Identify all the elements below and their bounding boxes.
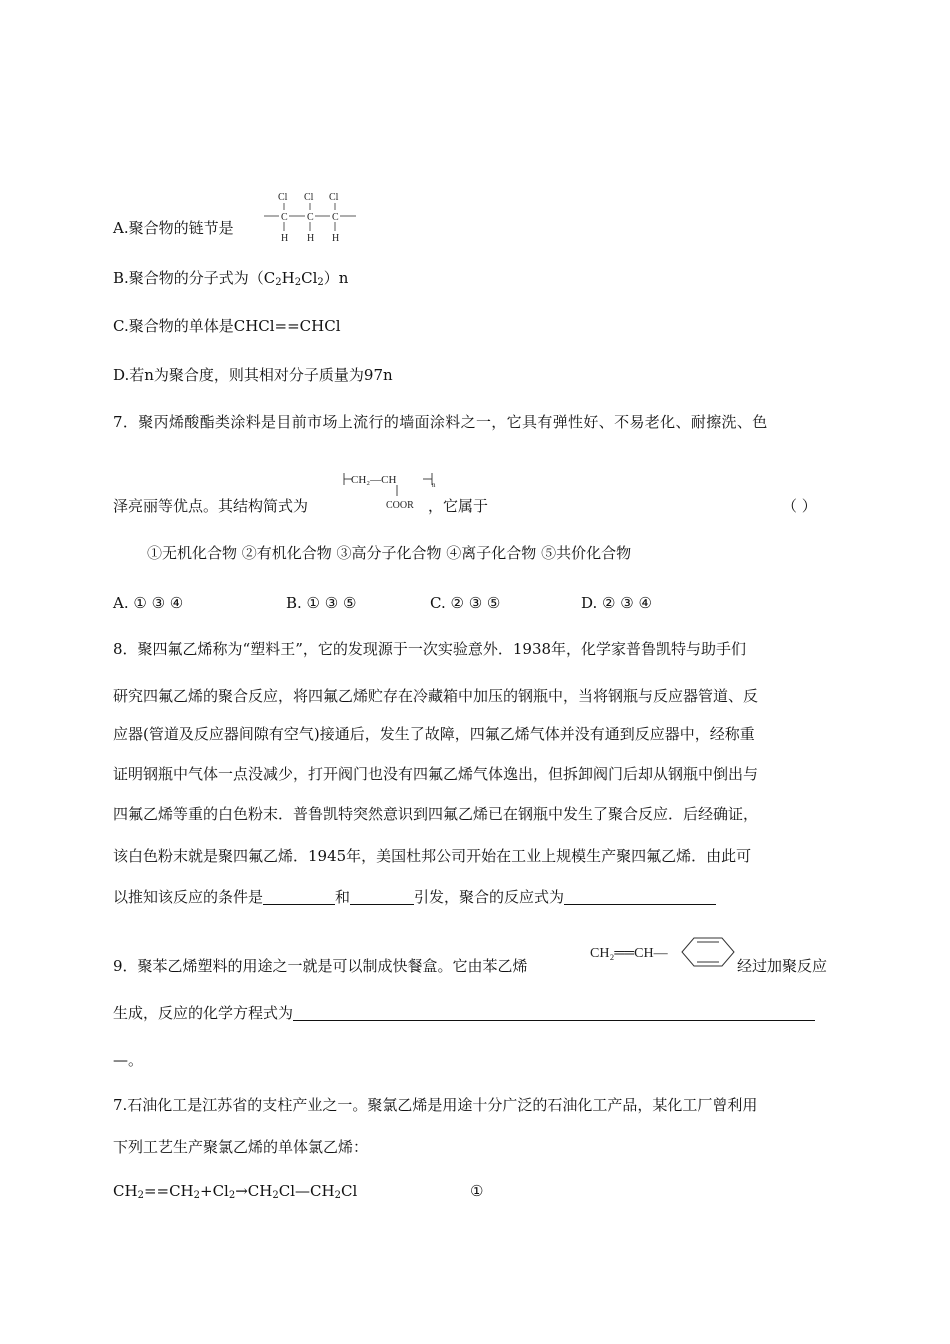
q8-line7: 以推知该反应的条件是 和 引发，聚合的反应式为 xyxy=(113,887,716,907)
chain-c-3: C xyxy=(332,212,339,223)
chain-cl-3: Cl xyxy=(329,192,339,203)
blank-condition-2[interactable] xyxy=(350,888,414,905)
q10-line1: 7.石油化工是江苏省的支柱产业之一。聚氯乙烯是用途十分广泛的石油化工产品，某化工厂曾利用 xyxy=(113,1096,758,1114)
q8-line1: 8．聚四氟乙烯称为“塑料王”，它的发现源于一次实验意外．1938年，化学家普鲁凯特与助手们 xyxy=(113,640,747,658)
polymer-chain-structure xyxy=(262,190,358,250)
chain-h-3: H xyxy=(332,233,340,244)
q9-line1: 9．聚苯乙烯塑料的用途之一就是可以制成快餐盒。它由苯乙烯 xyxy=(113,957,528,975)
option-a: A.聚合物的链节是 xyxy=(113,219,234,237)
q10-equation-number: ① xyxy=(470,1182,484,1200)
chain-c-2: C xyxy=(307,212,314,223)
struct-bottom: COOR xyxy=(386,500,414,511)
q9-line1-post: 经过加聚反应 xyxy=(737,957,828,975)
styrene-text: CH₂══CH— xyxy=(590,946,668,961)
option-c: C.聚合物的单体是CHCl==CHCl xyxy=(113,317,341,335)
q7-line1: 7．聚丙烯酸酯类涂料是目前市场上流行的墙面涂料之一，它具有弹性好、不易老化、耐擦洗、色 xyxy=(113,413,768,431)
blank-condition-1[interactable] xyxy=(263,888,335,905)
chain-h-1: H xyxy=(281,233,289,244)
q8-line4: 证明钢瓶中气体一点没减少，打开阀门也没有四氟乙烯气体逸出，但拆卸阀门后却从钢瓶中倒出与 xyxy=(113,765,759,783)
q7-answer-paren: （ ） xyxy=(782,497,817,515)
q9-line3: —。 xyxy=(113,1051,144,1069)
q8-line2: 研究四氟乙烯的聚合反应，将四氟乙烯贮存在冷藏箱中加压的钢瓶中，当将钢瓶与反应器管道、反 xyxy=(113,687,759,705)
q7-choices: ①无机化合物 ②有机化合物 ③高分子化合物 ④离子化合物 ⑤共价化合物 xyxy=(147,544,632,562)
struct-top: CH₂—CH xyxy=(351,474,397,486)
q7-option-a: A. ① ③ ④ xyxy=(113,594,184,612)
option-b: B.聚合物的分子式为$(C_2H_2Cl_2)n$ xyxy=(113,269,349,288)
chain-h-2: H xyxy=(307,233,315,244)
q7-option-d: D. ② ③ ④ xyxy=(581,594,652,612)
chain-cl-1: Cl xyxy=(278,192,288,203)
q7-line2: 泽亮丽等优点。其结构简式为 xyxy=(113,497,309,515)
chain-cl-2: Cl xyxy=(304,192,314,203)
q9-line2: 生成，反应的化学方程式为 xyxy=(113,1003,815,1023)
chain-c-1: C xyxy=(281,212,288,223)
option-d: D.若n为聚合度，则其相对分子质量为97n xyxy=(113,366,393,384)
q7-option-c: C. ② ③ ⑤ xyxy=(430,594,501,612)
struct-n: n xyxy=(432,481,436,489)
q8-line5: 四氟乙烯等重的白色粉末．普鲁凯特突然意识到四氟乙烯已在钢瓶中发生了聚合反应．后经确证， xyxy=(113,805,759,823)
q8-line6: 该白色粉末就是聚四氟乙烯．1945年，美国杜邦公司开始在工业上规模生产聚四氟乙烯．由此可 xyxy=(113,847,752,865)
blank-reaction-equation[interactable] xyxy=(564,888,716,905)
q8-line3: 应器(管道及反应器间隙有空气)接通后，发生了故障，四氟乙烯气体并没有通到反应器中，经称重 xyxy=(113,725,755,743)
benzene-ring-icon xyxy=(682,938,734,966)
styrene-structure xyxy=(590,932,736,976)
q10-equation: $CH_2==CH_2+Cl_2\to CH_2Cl—CH_2Cl$ xyxy=(113,1182,358,1201)
q10-line2: 下列工艺生产聚氯乙烯的单体氯乙烯： xyxy=(113,1138,369,1156)
q7-line2-post: ，它属于 xyxy=(428,497,489,515)
q7-option-b: B. ① ③ ⑤ xyxy=(286,594,357,612)
polyacrylate-structure xyxy=(336,470,436,518)
blank-styrene-equation[interactable] xyxy=(293,1004,815,1021)
